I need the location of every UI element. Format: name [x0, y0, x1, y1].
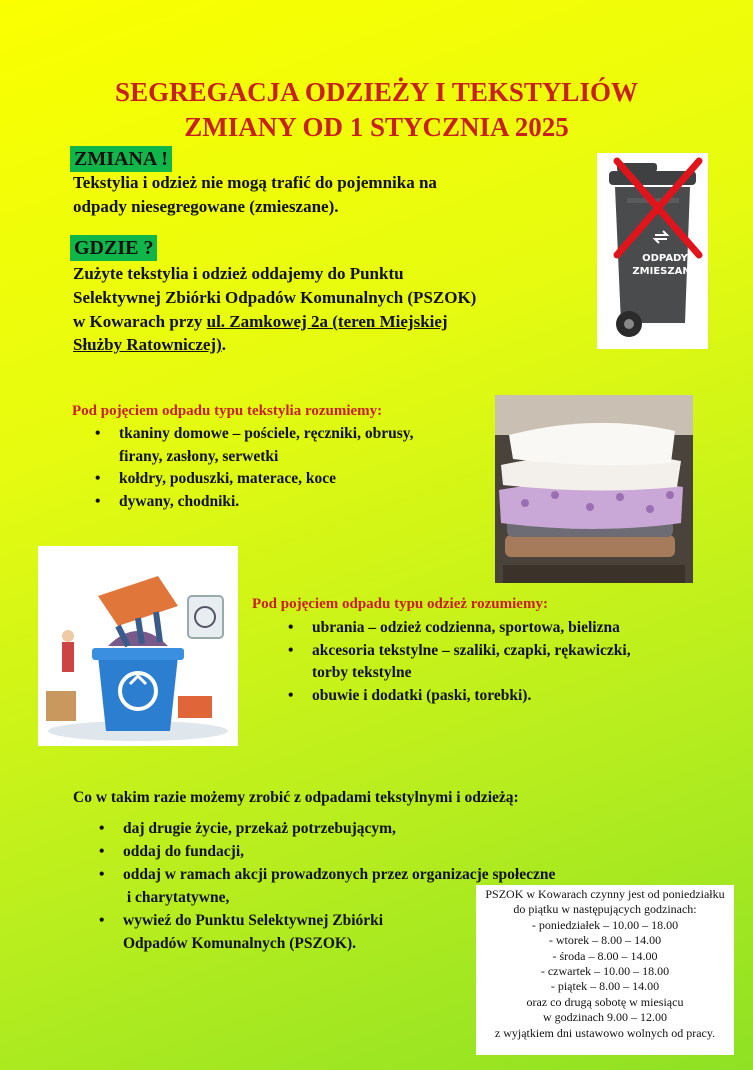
- what-to-do-heading: Co w takim razie możemy zrobić z odpadami tekstylnymi i odzieżą:: [73, 789, 519, 806]
- gdzie-badge: GDZIE ?: [70, 235, 157, 261]
- textiles-item-2: • kołdry, poduszki, materace, koce: [119, 470, 336, 487]
- hours-day-thursday: - czwartek – 10.00 – 18.00: [540, 964, 670, 979]
- gdzie-text-line2: Selektywnej Zbiórki Odpadów Komunalnych (PSZOK): [73, 288, 477, 307]
- todo-item-1: • daj drugie życie, przekaż potrzebującym,: [123, 820, 396, 837]
- hours-line8: oraz co drugą sobotę w miesiącu: [526, 994, 684, 1009]
- bin-label-line2: ZMIESZANE: [632, 266, 698, 277]
- opening-hours-box: [476, 885, 734, 1055]
- bin-label-line1: ODPADY: [642, 253, 688, 264]
- zmiana-text-line2: odpady niesegregowane (zmieszane).: [73, 197, 339, 216]
- clothing-item-2-line2: torby tekstylne: [312, 664, 412, 681]
- mixed-waste-bin-image: [597, 153, 708, 349]
- hours-line10: z wyjątkiem dni ustawowo wolnych od pracy.: [494, 1025, 716, 1040]
- bin-icon: [597, 153, 708, 349]
- list-item: [288, 640, 708, 685]
- list-item: [99, 817, 639, 840]
- hours-line9: w godzinach 9.00 – 12.00: [543, 1010, 667, 1025]
- list-item: [95, 491, 485, 514]
- clothing-item-2-line1: • akcesoria tekstylne – szaliki, czapki, rękawiczki,: [312, 641, 631, 659]
- hours-day-monday: - poniedziałek – 10.00 – 18.00: [531, 917, 679, 932]
- textiles-item-1-line2: firany, zasłony, serwetki: [119, 447, 279, 465]
- textiles-list: [95, 423, 485, 513]
- hours-day-tuesday: - wtorek – 8.00 – 14.00: [548, 933, 662, 948]
- clothing-item-3: • obuwie i dodatki (paski, torebki).: [312, 686, 532, 704]
- zmiana-badge: ZMIANA !: [70, 146, 172, 172]
- address-link-cont: Służby Ratowniczej): [73, 335, 222, 354]
- clothing-heading: Pod pojęciem odpadu typu odzież rozumiemy:: [252, 596, 548, 612]
- hours-line1: PSZOK w Kowarach czynny jest od poniedziałku: [485, 887, 725, 901]
- textiles-item-3: • dywany, chodniki.: [119, 492, 240, 510]
- clothing-list: [288, 617, 708, 707]
- bedding-stack-image: [495, 395, 693, 583]
- zmiana-text-line1: Tekstylia i odzież nie mogą trafić do pojemnika na: [73, 173, 437, 192]
- clothing-item-1: • ubrania – odzież codzienna, sportowa, bielizna: [312, 619, 620, 636]
- gdzie-text-line3: [73, 310, 448, 334]
- page-title-line2: ZMIANY OD 1 STYCZNIA 2025: [184, 112, 569, 142]
- gdzie-text-line1: Zużyte tekstylia i odzież oddajemy do Punktu: [73, 264, 404, 283]
- textiles-heading: Pod pojęciem odpadu typu tekstylia rozumiemy:: [72, 403, 383, 419]
- hours-day-friday: - piątek – 8.00 – 14.00: [550, 979, 660, 994]
- recycling-illustration: [38, 546, 238, 746]
- list-item: [99, 840, 639, 863]
- todo-item-3-line1: • oddaj w ramach akcji prowadzonych przez organizacje społeczne: [123, 866, 556, 883]
- list-item: [95, 468, 485, 491]
- hours-line2: do piątku w następujących godzinach:: [513, 902, 697, 917]
- page-title-line1: SEGREGACJA ODZIEŻY I TEKSTYLIÓW: [115, 77, 638, 107]
- address-link: ul. Zamkowej 2a (teren Miejskiej: [206, 312, 448, 331]
- gdzie-line4-suffix: .: [221, 335, 226, 354]
- gdzie-line3-prefix: w Kowarach przy: [73, 312, 207, 331]
- gdzie-text-line4: [73, 333, 226, 357]
- list-item: [288, 617, 708, 640]
- textiles-item-1-line1: • tkaniny domowe – pościele, ręczniki, obrusy,: [119, 425, 414, 442]
- todo-item-2: • oddaj do fundacji,: [123, 843, 245, 860]
- todo-item-4-line1: • wywieź do Punktu Selektywnej Zbiórki: [123, 912, 384, 929]
- list-item: [95, 423, 485, 468]
- todo-item-3-line2: i charytatywne,: [123, 889, 230, 906]
- todo-item-4-line2: Odpadów Komunalnych (PSZOK).: [123, 935, 356, 952]
- list-item: [288, 685, 708, 708]
- hours-day-wednesday: - środa – 8.00 – 14.00: [552, 948, 658, 963]
